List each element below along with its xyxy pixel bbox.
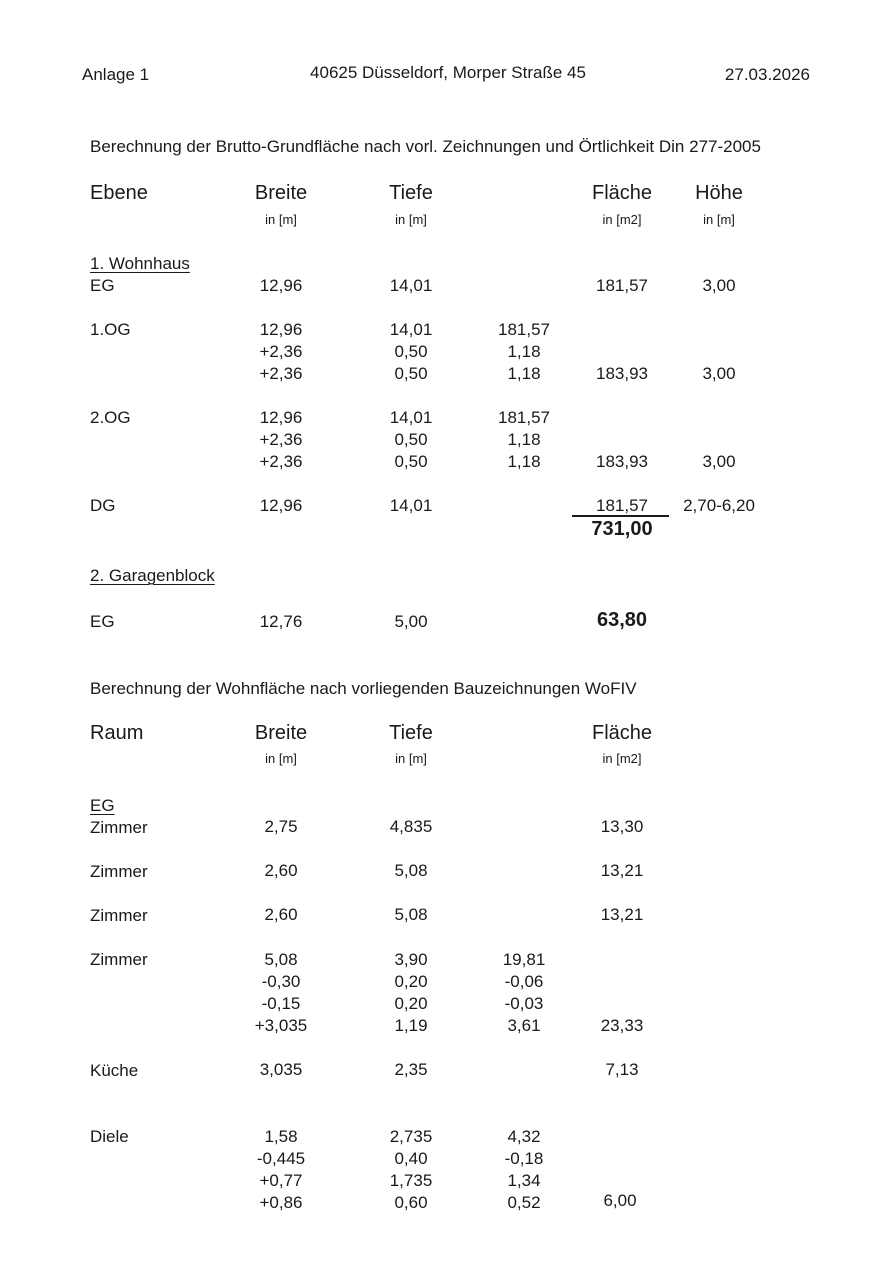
row-og1-tiefe: 0,50	[394, 364, 428, 383]
room-breite: 5,08	[264, 950, 298, 969]
room-breite: 3,035	[259, 1060, 303, 1079]
room-flaeche: 13,21	[600, 861, 644, 880]
room-tiefe: 2,35	[394, 1060, 428, 1079]
row-og2-tiefe: 14,01	[389, 408, 433, 427]
floor-eg: EG	[90, 796, 115, 815]
row-eg-breite: 12,96	[259, 276, 303, 295]
sum-rule	[572, 515, 669, 517]
row-og1-breite: +2,36	[259, 364, 303, 383]
row-og1-tiefe: 0,50	[394, 342, 428, 361]
room-sub: -0,03	[504, 994, 544, 1013]
col-header-hoehe: Höhe	[695, 182, 743, 204]
row-og2-tiefe: 0,50	[394, 430, 428, 449]
row-og2-breite: 12,96	[259, 408, 303, 427]
room-breite: -0,15	[261, 994, 301, 1013]
unit-flaeche: in [m2]	[602, 212, 642, 227]
room-tiefe: 1,735	[389, 1171, 433, 1190]
col-header-tiefe: Tiefe	[389, 722, 433, 744]
room-sub: 3,61	[507, 1016, 541, 1035]
row-og1-breite: +2,36	[259, 342, 303, 361]
col-header-ebene: Ebene	[90, 182, 148, 204]
room-sub: 1,34	[507, 1171, 541, 1190]
col-header-breite: Breite	[254, 182, 308, 204]
room-tiefe: 2,735	[389, 1127, 433, 1146]
address: 40625 Düsseldorf, Morper Straße 45	[310, 63, 586, 82]
room-breite: -0,30	[261, 972, 301, 991]
row-og2-flaeche: 183,93	[596, 452, 648, 471]
row-og1-flaeche: 183,93	[596, 364, 648, 383]
room-label: Zimmer	[90, 818, 148, 837]
room-label: Zimmer	[90, 906, 148, 925]
room-label: Diele	[90, 1127, 129, 1146]
group-garagenblock: 2. Garagenblock	[90, 566, 215, 585]
row-og1-sub: 1,18	[507, 364, 541, 383]
room-flaeche: 6,00	[603, 1191, 637, 1210]
room-tiefe: 4,835	[389, 817, 433, 836]
row-garage-flaeche: 63,80	[596, 609, 648, 631]
room-breite: 1,58	[264, 1127, 298, 1146]
room-flaeche: 13,30	[600, 817, 644, 836]
bgf-title: Berechnung der Brutto-Grundfläche nach vorl. Zeichnungen und Örtlichkeit Din 277-2005	[90, 137, 761, 156]
room-breite: 2,60	[264, 861, 298, 880]
unit-tiefe: in [m]	[395, 212, 427, 227]
room-label: Zimmer	[90, 950, 148, 969]
wohnflaeche-title: Berechnung der Wohnfläche nach vorliegenden Bauzeichnungen WoFIV	[90, 679, 637, 698]
row-dg-breite: 12,96	[259, 496, 303, 515]
room-flaeche: 7,13	[605, 1060, 639, 1079]
row-og2-breite: +2,36	[259, 430, 303, 449]
row-og1-sub: 181,57	[498, 320, 550, 339]
room-label: Küche	[90, 1061, 139, 1080]
row-dg-label: DG	[90, 496, 116, 515]
row-og1-breite: 12,96	[259, 320, 303, 339]
col-header-flaeche: Fläche	[591, 722, 653, 744]
room-sub: -0,06	[504, 972, 544, 991]
room-tiefe: 1,19	[394, 1016, 428, 1035]
room-tiefe: 0,60	[394, 1193, 428, 1212]
row-og1-hoehe: 3,00	[702, 364, 736, 383]
col-header-flaeche: Fläche	[591, 182, 653, 204]
room-tiefe: 5,08	[394, 861, 428, 880]
row-garage-label: EG	[90, 612, 115, 631]
row-og2-sub: 1,18	[507, 452, 541, 471]
room-tiefe: 0,40	[394, 1149, 428, 1168]
row-garage-breite: 12,76	[259, 612, 303, 631]
room-flaeche: 23,33	[600, 1016, 644, 1035]
row-og1-label: 1.OG	[90, 320, 131, 339]
group-wohnhaus: 1. Wohnhaus	[90, 254, 190, 273]
row-eg-label: EG	[90, 276, 115, 295]
col-header-raum: Raum	[90, 722, 144, 744]
col-header-tiefe: Tiefe	[389, 182, 433, 204]
row-og2-tiefe: 0,50	[394, 452, 428, 471]
room-tiefe: 0,20	[394, 994, 428, 1013]
room-label: Zimmer	[90, 862, 148, 881]
room-breite: 2,60	[264, 905, 298, 924]
row-dg-hoehe: 2,70-6,20	[683, 496, 755, 515]
row-dg-flaeche: 181,57	[596, 496, 648, 515]
room-breite: +0,77	[259, 1171, 303, 1190]
room-tiefe: 3,90	[394, 950, 428, 969]
row-og2-sub: 1,18	[507, 430, 541, 449]
bgf-total: 731,00	[591, 518, 653, 540]
room-breite: +3,035	[254, 1016, 308, 1035]
row-eg-hoehe: 3,00	[702, 276, 736, 295]
unit-flaeche: in [m2]	[602, 751, 642, 766]
row-og2-label: 2.OG	[90, 408, 131, 427]
room-breite: -0,445	[256, 1149, 306, 1168]
row-dg-tiefe: 14,01	[389, 496, 433, 515]
row-og1-tiefe: 14,01	[389, 320, 433, 339]
unit-hoehe: in [m]	[703, 212, 735, 227]
room-breite: +0,86	[259, 1193, 303, 1212]
unit-breite: in [m]	[265, 751, 297, 766]
row-og2-hoehe: 3,00	[702, 452, 736, 471]
row-og2-sub: 181,57	[498, 408, 550, 427]
unit-breite: in [m]	[265, 212, 297, 227]
room-tiefe: 0,20	[394, 972, 428, 991]
room-sub: 4,32	[507, 1127, 541, 1146]
row-eg-tiefe: 14,01	[389, 276, 433, 295]
room-sub: 19,81	[502, 950, 546, 969]
row-og2-breite: +2,36	[259, 452, 303, 471]
room-sub: 0,52	[507, 1193, 541, 1212]
row-og1-sub: 1,18	[507, 342, 541, 361]
unit-tiefe: in [m]	[395, 751, 427, 766]
row-garage-tiefe: 5,00	[394, 612, 428, 631]
room-sub: -0,18	[504, 1149, 544, 1168]
date: 27.03.2026	[724, 65, 810, 84]
row-eg-flaeche: 181,57	[596, 276, 648, 295]
room-flaeche: 13,21	[600, 905, 644, 924]
attachment-label: Anlage 1	[82, 65, 150, 84]
room-tiefe: 5,08	[394, 905, 428, 924]
room-breite: 2,75	[264, 817, 298, 836]
col-header-breite: Breite	[254, 722, 308, 744]
